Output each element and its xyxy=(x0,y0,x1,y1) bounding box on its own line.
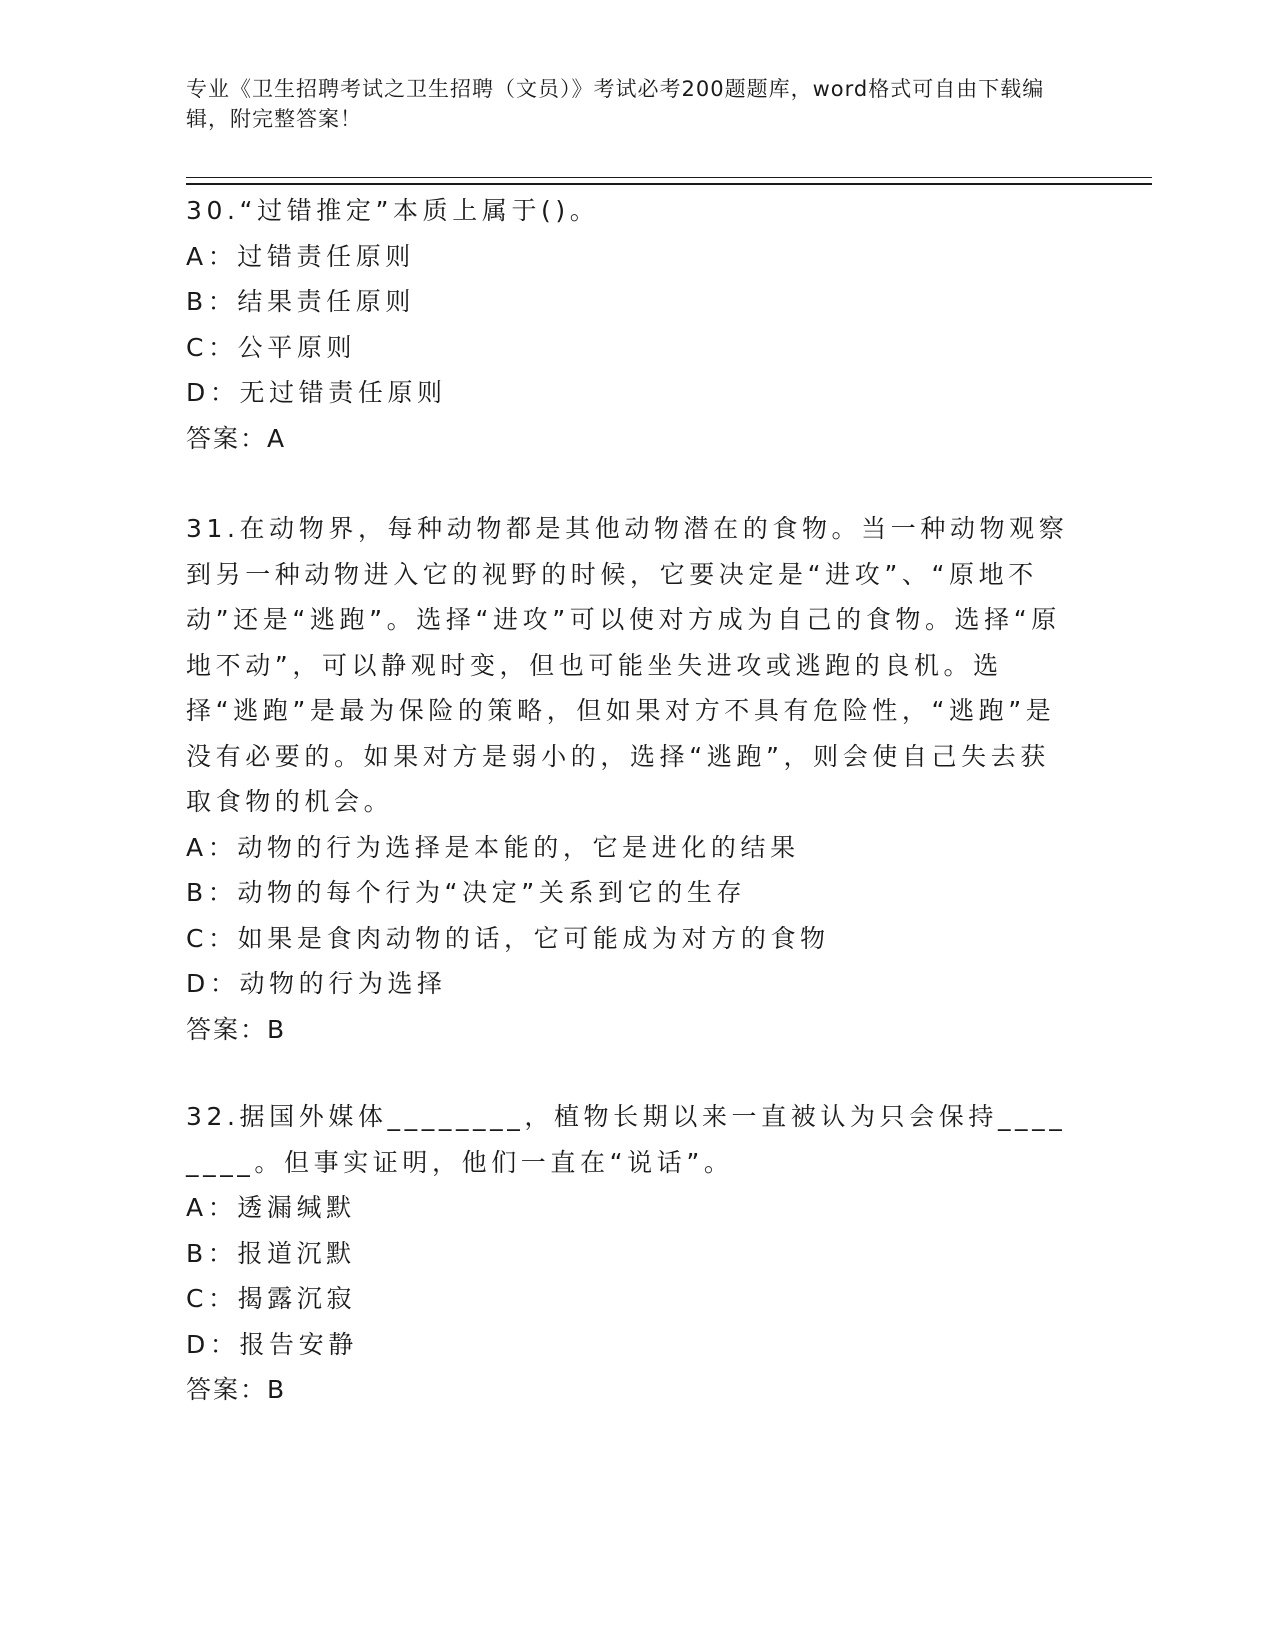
option-c: C：如果是食肉动物的话，它可能成为对方的食物 xyxy=(186,923,830,953)
question-30 xyxy=(186,188,1076,461)
spacer xyxy=(186,1052,1076,1094)
option-a: A：动物的行为选择是本能的，它是进化的结果 xyxy=(186,832,800,862)
answer-line: 答案：B xyxy=(186,1375,287,1404)
question-stem: 32.据国外媒体________，植物长期以来一直被认为只会保持________。但事实证明，他们一直在“说话”。 xyxy=(186,1102,1067,1177)
header-rule-thin xyxy=(186,177,1152,178)
question-31 xyxy=(186,506,1076,1052)
question-32 xyxy=(186,1094,1076,1413)
question-list xyxy=(186,188,1076,1413)
option-a: A：透漏缄默 xyxy=(186,1193,356,1222)
option-d: D：动物的行为选择 xyxy=(186,969,447,998)
question-stem: 30.“过错推定”本质上属于()。 xyxy=(186,196,600,225)
question-stem: 31.在动物界，每种动物都是其他动物潜在的食物。当一种动物观察到另一种动物进入它的视野的时候，它要决定是“进攻”、“原地不动”还是“逃跑”。选择“进攻”可以使对方成为自己的食物。选择“原地不动”，可以静观时变，但也可能坐失进攻或逃跑的良机。选择“逃跑”是最为保险的策略，但如果对方不具有危险性，“逃跑”是没有必要的。如果对方是弱小的，选择“逃跑”，则会使自己失去获取食物的机会。 xyxy=(186,514,1069,816)
option-b: B：报道沉默 xyxy=(186,1238,356,1268)
option-c: C：公平原则 xyxy=(186,332,357,362)
option-d: D：报告安静 xyxy=(186,1329,358,1359)
option-d: D：无过错责任原则 xyxy=(186,378,447,407)
header-rule-thick xyxy=(186,183,1152,185)
spacer xyxy=(186,461,1076,506)
answer-line: 答案：B xyxy=(186,1014,287,1044)
option-a: A：过错责任原则 xyxy=(186,241,415,271)
option-b: B：结果责任原则 xyxy=(186,287,415,316)
option-c: C：揭露沉寂 xyxy=(186,1284,357,1313)
option-b: B：动物的每个行为“决定”关系到它的生存 xyxy=(186,878,747,907)
document-header: 专业《卫生招聘考试之卫生招聘（文员）》考试必考200题题库，word格式可自由下载编辑，附完整答案！ xyxy=(186,77,1045,131)
answer-line: 答案：A xyxy=(186,423,287,453)
